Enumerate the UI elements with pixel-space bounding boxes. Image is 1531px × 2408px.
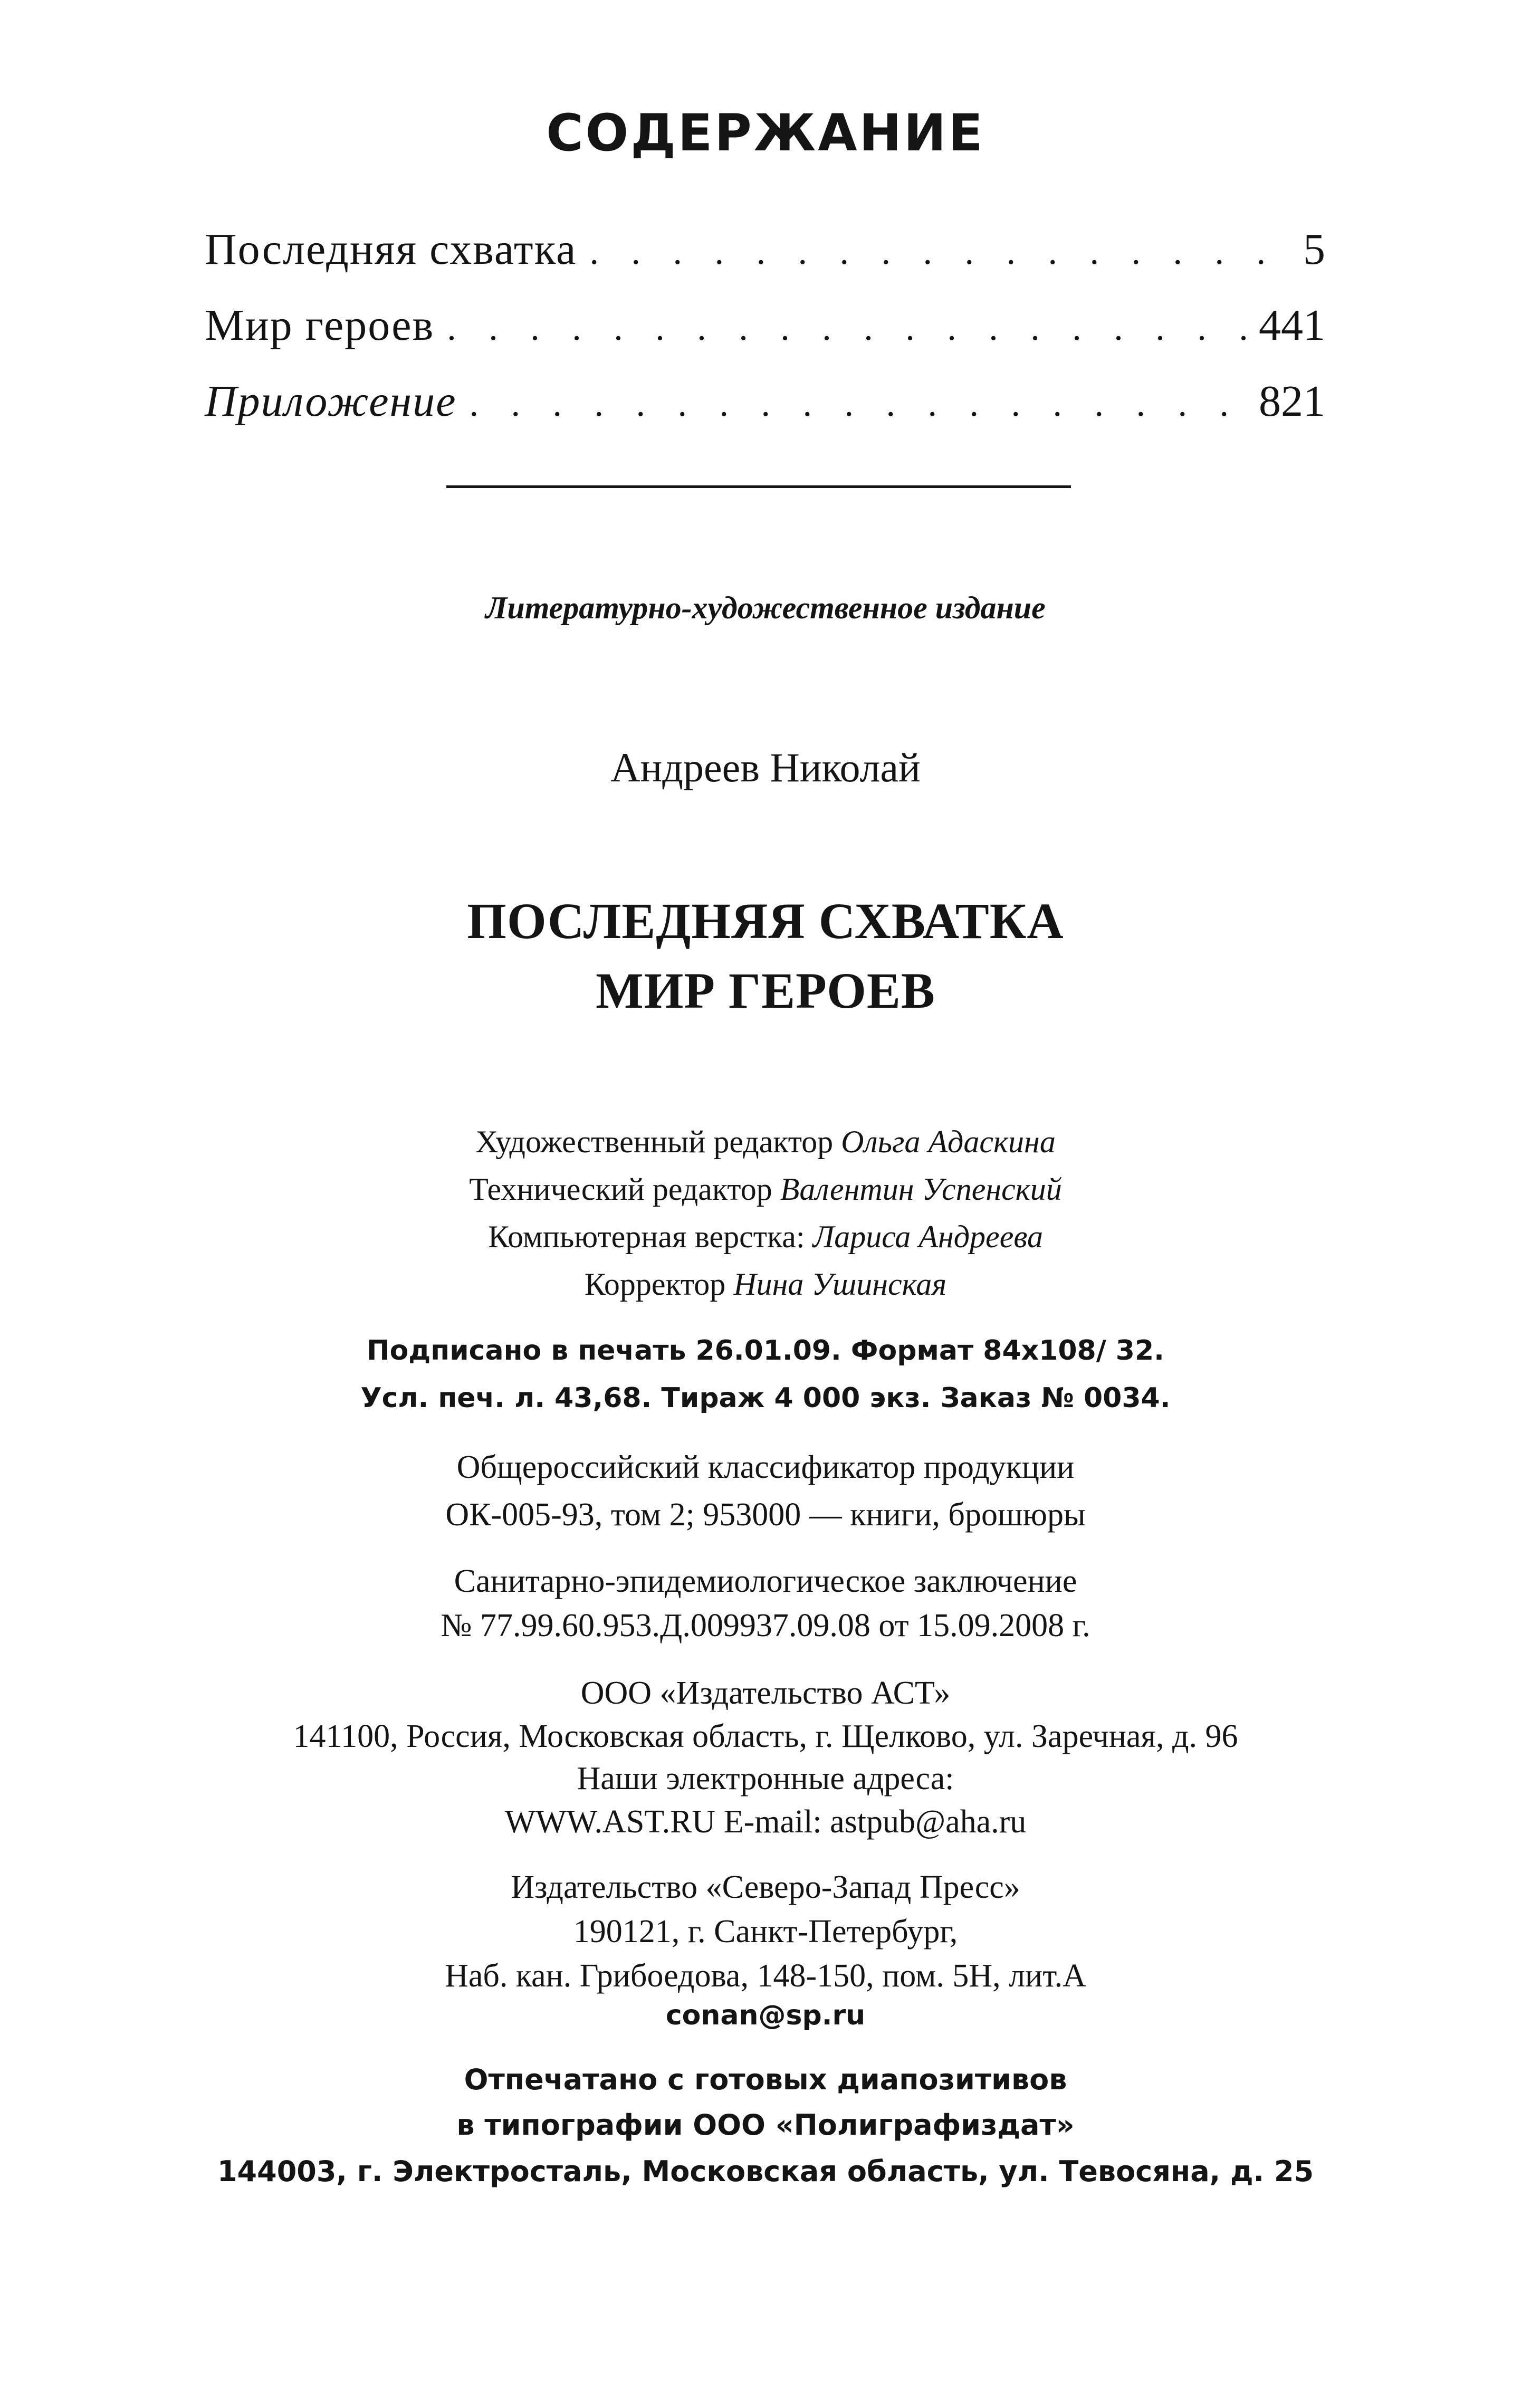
credit-role: Корректор [584,1267,726,1302]
toc-heading: СОДЕРЖАНИЕ [546,103,985,163]
credit-name: Ольга Адаскина [841,1124,1056,1159]
credit-line [0,1124,1531,1160]
toc-entry[interactable] [205,376,1325,439]
toc-entry[interactable] [205,224,1325,287]
credit-line [0,1219,1531,1255]
sanitary-line: Санитарно-эпидемиологическое заключение [454,1563,1077,1599]
author-name: Андреев Николай [610,744,921,790]
publisher-address: Наб. кан. Грибоедова, 148-150, пом. 5Н, лит.А [445,1958,1086,1994]
imprint-line: Подписано в печать 26.01.09. Формат 84x108/ 32. [367,1335,1164,1367]
toc-entry-title: Мир героев [205,301,435,350]
publisher-address: 141100, Россия, Московская область, г. Щелково, ул. Заречная, д. 96 [293,1718,1238,1754]
publisher-contacts: WWW.AST.RU E-mail: astpub@aha.ru [504,1804,1027,1840]
toc-dot-leader [447,307,1246,349]
toc-entry-page: 821 [1259,377,1325,426]
printing-line: в типографии ООО «Полиграфиздат» [456,2108,1075,2142]
classifier-line: ОК-005-93, том 2; 953000 — книги, брошюры [445,1497,1086,1533]
toc-entry-page: 5 [1303,225,1325,274]
toc-entry-page: 441 [1259,301,1325,350]
credit-role: Технический редактор [469,1172,772,1207]
toc-entry-title: Последняя схватка [205,225,577,274]
credit-role: Художественный редактор [475,1124,834,1159]
publisher-email: conan@sp.ru [665,2000,866,2031]
printing-line: 144003, г. Электросталь, Московская область, ул. Тевосяна, д. 25 [217,2155,1314,2188]
book-title-line: ПОСЛЕДНЯЯ СХВАТКА [467,893,1064,949]
credit-name: Нина Ушинская [733,1267,947,1302]
publisher-address: 190121, г. Санкт-Петербург, [573,1914,958,1950]
toc-dot-leader [470,383,1247,425]
publisher-name: ООО «Издательство АСТ» [580,1675,951,1711]
divider-line [446,485,1071,488]
publisher-name: Издательство «Северо-Запад Пресс» [511,1869,1020,1905]
printing-line: Отпечатано с готовых диапозитивов [464,2063,1067,2096]
toc-entry-title: Приложение [205,377,457,426]
credit-line [0,1266,1531,1303]
toc-dot-leader [589,231,1290,273]
credit-role: Компьютерная верстка: [488,1219,805,1254]
credit-name: Валентин Успенский [780,1172,1062,1207]
classifier-line: Общероссийский классификатор продукции [456,1449,1075,1485]
imprint-line: Усл. печ. л. 43,68. Тираж 4 000 экз. Заказ № 0034. [360,1382,1171,1414]
sanitary-line: № 77.99.60.953.Д.009937.09.08 от 15.09.2008 г. [441,1608,1090,1643]
credit-line [0,1171,1531,1208]
book-title-line: МИР ГЕРОЕВ [596,962,935,1019]
credit-name: Лариса Андреева [812,1219,1043,1254]
genre-label: Литературно-художественное издание [485,590,1046,625]
toc-entry[interactable] [205,300,1325,363]
publisher-web-label: Наши электронные адреса: [577,1761,954,1797]
